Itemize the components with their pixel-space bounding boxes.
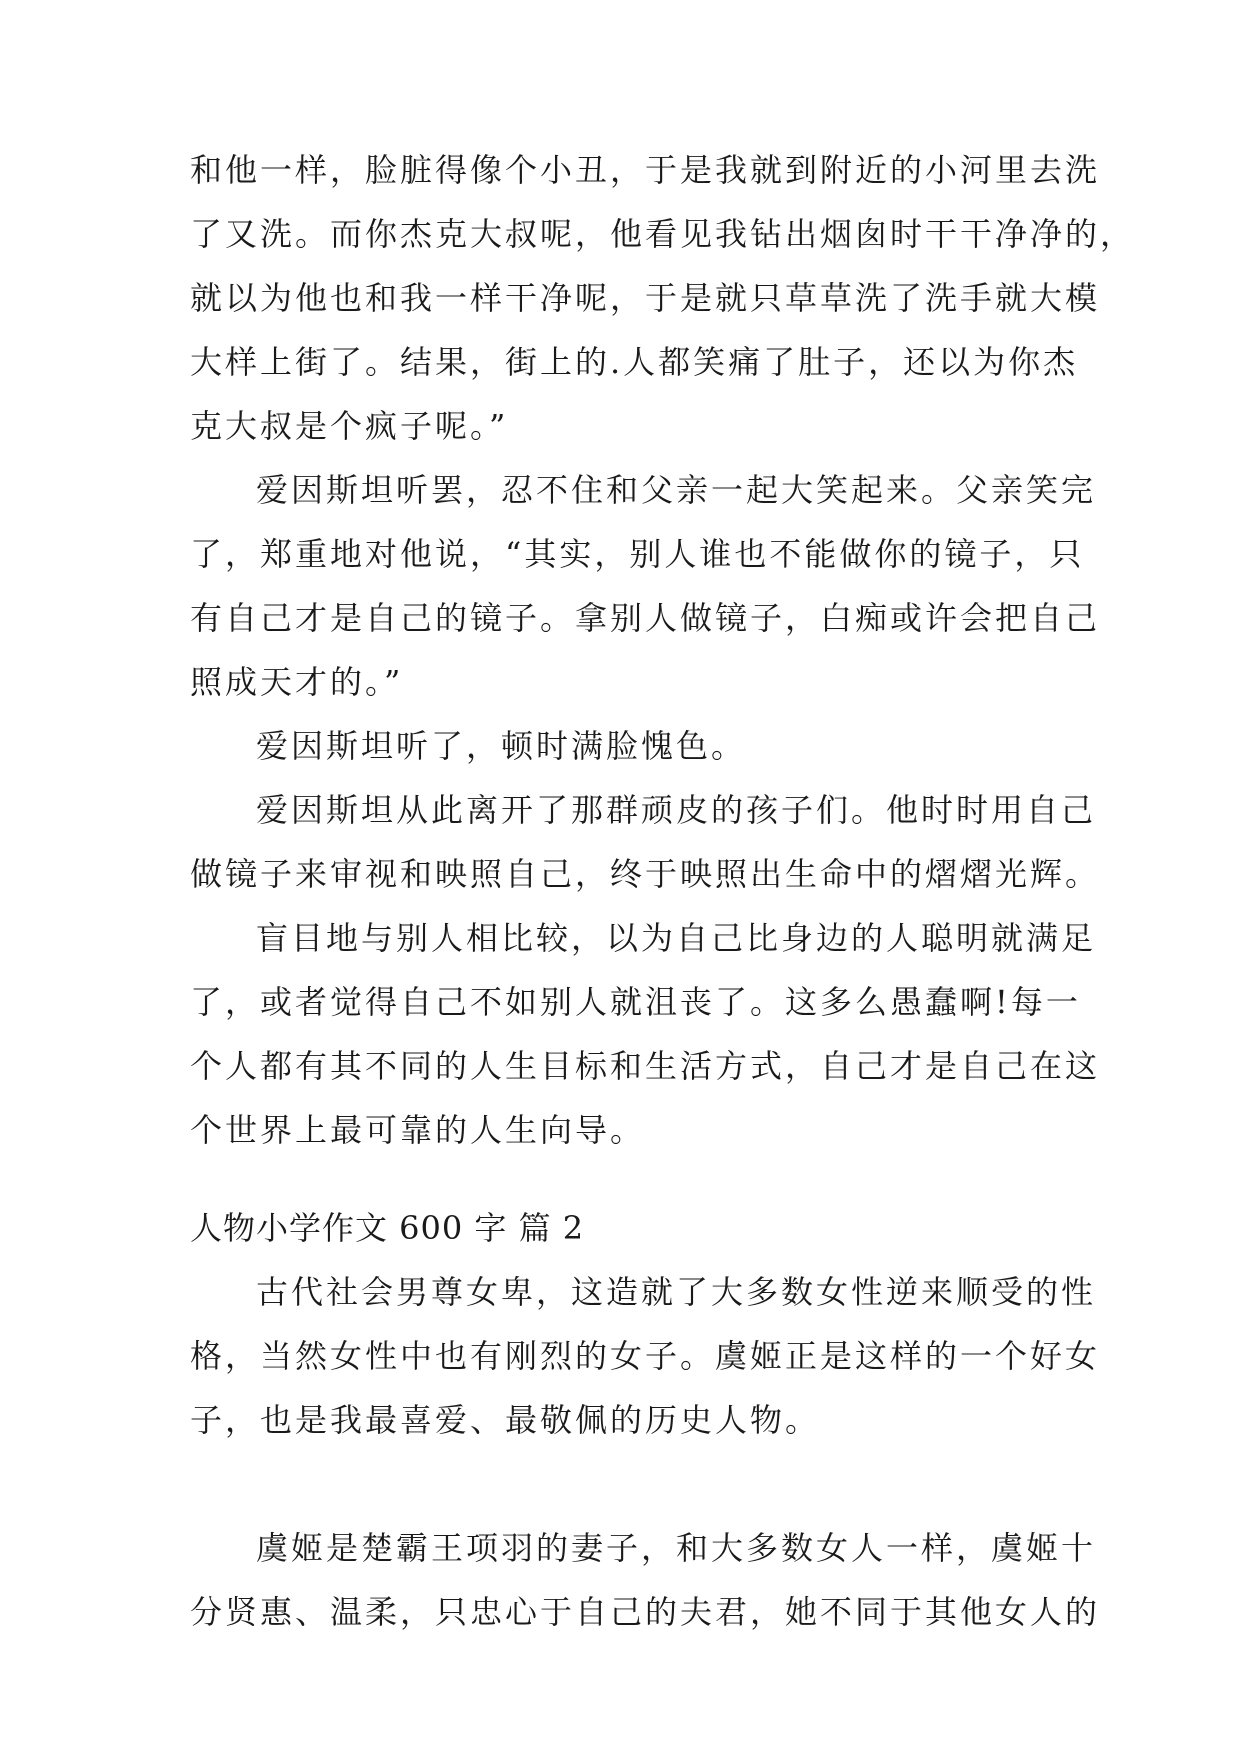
text-line: 子，也是我最喜爱、最敬佩的历史人物。 (190, 1401, 821, 1439)
paragraph-first-line: 盲目地与别人相比较，以为自己比身边的人聪明就满足 (256, 919, 1097, 957)
text-line: 照成天才的。” (190, 663, 404, 701)
text-line: 了又洗。而你杰克大叔呢，他看见我钻出烟囱时干干净净的， (190, 215, 1136, 253)
text-line: 大样上街了。结果，街上的.人都笑痛了肚子，还以为你杰 (190, 343, 1079, 381)
text-line: 了，或者觉得自己不如别人就沮丧了。这多么愚蠢啊!每一 (190, 983, 1081, 1021)
paragraph-first-line: 爱因斯坦听罢，忍不住和父亲一起大笑起来。父亲笑完 (256, 471, 1097, 509)
section-heading: 人物小学作文 600 字 篇 2 (190, 1209, 585, 1247)
text-line: 有自己才是自己的镜子。拿别人做镜子，白痴或许会把自己 (190, 599, 1101, 637)
text-line: 和他一样，脸脏得像个小丑，于是我就到附近的小河里去洗 (190, 151, 1101, 189)
text-line: 个世界上最可靠的人生向导。 (190, 1111, 646, 1149)
text-line: 个人都有其不同的人生目标和生活方式，自己才是自己在这 (190, 1047, 1101, 1085)
paragraph-first-line: 爱因斯坦听了，顿时满脸愧色。 (256, 727, 747, 765)
paragraph-first-line: 古代社会男尊女卑，这造就了大多数女性逆来顺受的性 (256, 1273, 1097, 1311)
text-line: 做镜子来审视和映照自己，终于映照出生命中的熠熠光辉。 (190, 855, 1101, 893)
text-line: 格，当然女性中也有刚烈的女子。虞姬正是这样的一个好女 (190, 1337, 1101, 1375)
text-line: 了，郑重地对他说，“其实，别人谁也不能做你的镜子，只 (190, 535, 1085, 573)
paragraph-first-line: 虞姬是楚霸王项羽的妻子，和大多数女人一样，虞姬十 (256, 1529, 1097, 1567)
text-line: 就以为他也和我一样干净呢，于是就只草草洗了洗手就大模 (190, 279, 1101, 317)
text-line: 分贤惠、温柔，只忠心于自己的夫君，她不同于其他女人的 (190, 1593, 1101, 1631)
text-line: 克大叔是个疯子呢。” (190, 407, 509, 445)
paragraph-first-line: 爱因斯坦从此离开了那群顽皮的孩子们。他时时用自己 (256, 791, 1097, 829)
